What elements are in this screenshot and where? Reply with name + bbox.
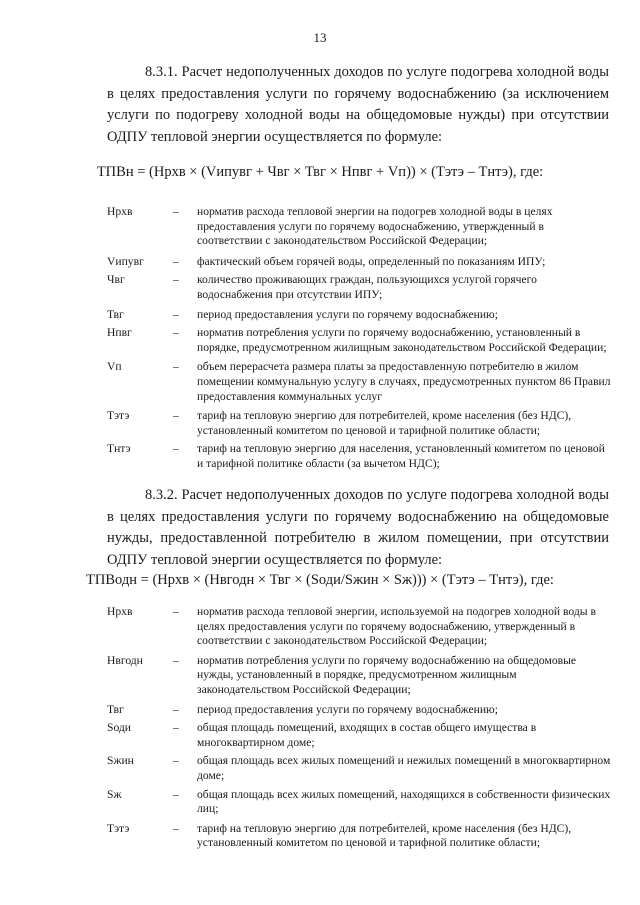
- definition-symbol: Vп: [107, 360, 122, 374]
- definition-dash: –: [173, 821, 179, 835]
- definition-text: общая площадь помещений, входящих в состав общего имущества в многоквартирном доме;: [197, 721, 537, 749]
- page-number: 13: [313, 30, 327, 45]
- definition-symbol: Твг: [107, 702, 124, 716]
- paragraph-8-3-1: [107, 62, 609, 148]
- definition-text: норматив потребления услуги по горячему водоснабжению, установленный в порядке, предусмотренном жилищным законодательством Российской Федерации;: [197, 326, 607, 354]
- definition-text: норматив потребления услуги по горячему водоснабжению на общедомовые нужды, установленный в порядке, предусмотренном жилищным законодательством Российской Федерации;: [197, 653, 577, 696]
- definition-symbol: Тэтэ: [107, 821, 130, 835]
- definition-dash: –: [173, 360, 179, 374]
- definition-text: норматив расхода тепловой энергии, используемой на подогрев холодной воды в целях предоставления услуги по горячему водоснабжению, утвержденный в соответствии с законодательством Российской Федерации;: [197, 605, 596, 648]
- definition-dash: –: [173, 787, 179, 801]
- definition-text: период предоставления услуги по горячему водоснабжению;: [197, 307, 498, 321]
- definition-row: [107, 703, 612, 718]
- definition-row: [107, 326, 612, 355]
- paragraph-8-3-2: [107, 485, 609, 571]
- definition-dash: –: [173, 409, 179, 423]
- definition-text: количество проживающих граждан, пользующихся услугой горячего водоснабжения при отсутствии ИПУ;: [197, 273, 537, 301]
- formula-tpvn: ТПВн = (Нрхв × (Vипувг + Чвг × Твг × Нпвг + Vп)) × (Тэтэ – Тнтэ), где:: [96, 164, 544, 180]
- definition-symbol: Нвгодн: [107, 653, 143, 667]
- definition-dash: –: [173, 205, 179, 218]
- definition-symbol: Sоди: [107, 721, 132, 735]
- definition-text: фактический объем горячей воды, определенный по показаниям ИПУ;: [197, 254, 546, 268]
- definition-dash: –: [173, 653, 179, 667]
- definition-dash: –: [173, 605, 179, 618]
- definition-dash: –: [173, 442, 179, 456]
- definition-symbol: Нпвг: [107, 326, 132, 340]
- definition-dash: –: [173, 721, 179, 735]
- definition-text: период предоставления услуги по горячему водоснабжению;: [197, 702, 498, 716]
- definition-text: тариф на тепловую энергию для потребителей, кроме населения (без НДС), установленный комитетом по ценовой и тарифной политике области;: [197, 821, 572, 850]
- definition-text: тариф на тепловую энергию для населения, установленный комитетом по ценовой и тарифной политике области (за вычетом НДС);: [197, 442, 605, 470]
- definition-text: объем перерасчета размера платы за предоставленную потребителю в жилом помещении коммунальную услугу в случаях, предусмотренных пунктом 86 Правил предоставления коммунальных услуг: [197, 360, 611, 403]
- definition-text: общая площадь всех жилых помещений, находящихся в собственности физических лиц;: [197, 787, 611, 816]
- paragraph-8-3-1-text: 8.3.1. Расчет недополученных доходов по услуге подогрева холодной воды в целях предоставления услуги по горячему водоснабжению (за исключением услуги по подогреву холодной воды на общедомовые нужды) при отсутствии ОДПУ тепловой энергии осуществляется по формуле:: [107, 64, 609, 145]
- definition-dash: –: [173, 702, 179, 716]
- definition-symbol: Нрхв: [107, 205, 133, 218]
- definition-text: норматив расхода тепловой энергии на подогрев холодной воды в целях предоставления услуги по горячему водоснабжению, утвержденный в соответствии с законодательством Российской Федерации;: [197, 205, 553, 248]
- definition-row: [107, 605, 612, 649]
- definition-symbol: Тэтэ: [107, 409, 130, 423]
- definition-row: [107, 822, 612, 851]
- definition-symbol: Sжин: [107, 754, 134, 768]
- definition-symbol: Vипувг: [107, 254, 144, 268]
- definition-text: тариф на тепловую энергию для потребителей, кроме населения (без НДС), установленный комитетом по ценовой и тарифной политике области;: [197, 409, 572, 437]
- definition-row: [107, 788, 612, 817]
- definition-row: [107, 442, 612, 471]
- definition-row: [107, 754, 612, 783]
- definitions-list-1: [107, 205, 612, 476]
- definition-symbol: Тнтэ: [107, 442, 131, 456]
- definition-symbol: Нрхв: [107, 605, 133, 618]
- paragraph-8-3-2-text: 8.3.2. Расчет недополученных доходов по услуге подогрева холодной воды в целях предоставления услуги по горячему водоснабжению на общедомовые нужды, предоставленной потребителю в жилом помещении, при отсутствии ОДПУ тепловой энергии осуществляется по формуле:: [107, 487, 609, 568]
- definition-row: [107, 360, 612, 404]
- definition-dash: –: [173, 254, 179, 268]
- definition-dash: –: [173, 326, 179, 340]
- definition-row: [107, 721, 612, 750]
- definition-dash: –: [173, 754, 179, 768]
- definition-symbol: Твг: [107, 307, 124, 321]
- definition-symbol: Sж: [107, 787, 122, 801]
- definition-symbol: Чвг: [107, 273, 125, 287]
- definition-row: [107, 409, 612, 438]
- definition-row: [107, 308, 612, 323]
- definition-row: [107, 205, 612, 249]
- definition-row: [107, 654, 612, 698]
- definition-dash: –: [173, 273, 179, 287]
- definitions-list-2: [107, 605, 612, 855]
- formula-tpvodn: ТПВодн = (Нрхв × (Нвгодн × Твг × (Sоди/Sжин × Sж))) × (Тэтэ – Тнтэ), где:: [86, 572, 554, 588]
- definition-row: [107, 273, 612, 302]
- definition-dash: –: [173, 307, 179, 321]
- definition-row: [107, 255, 612, 270]
- definition-text: общая площадь всех жилых помещений и нежилых помещений в многоквартирном доме;: [197, 754, 611, 782]
